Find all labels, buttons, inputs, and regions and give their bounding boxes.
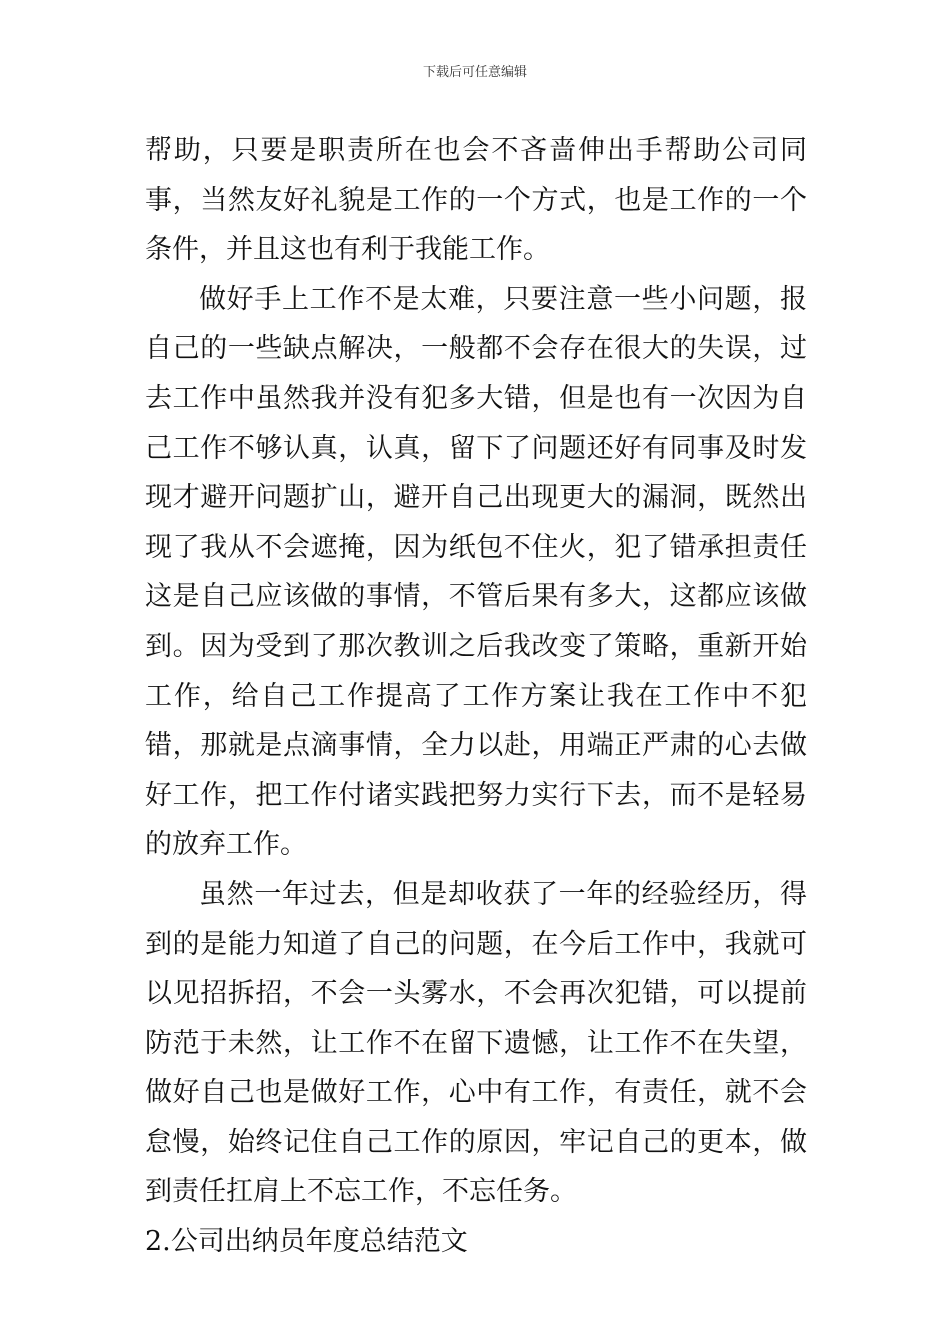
paragraph-year-review: 虽然一年过去，但是却收获了一年的经验经历，得到的是能力知道了自己的问题，在今后工作中，我就可以见招拆招，不会一头雾水，不会再次犯错，可以提前防范于未然，让工作不在留下遗憾，让工作不在失望，做好自己也是做好工作，心中有工作，有责任，就不会怠慢，始终记住自己工作的原因，牢记自己的更本，做到责任扛肩上不忘工作，不忘任务。	[145, 878, 807, 1208]
section-heading: 2.公司出纳员年度总结范文	[145, 1226, 468, 1258]
page-header: 下载后可任意编辑	[422, 65, 527, 80]
document-body	[145, 126, 807, 1267]
paragraph-work-mistakes: 做好手上工作不是太难，只要注意一些小问题，报自己的一些缺点解决，一般都不会存在很大的失误，过去工作中虽然我并没有犯多大错，但是也有一次因为自己工作不够认真，认真，留下了问题还好有同事及时发现才避开问题扩山，避开自己出现更大的漏洞，既然出现了我从不会遮掩，因为纸包不住火，犯了错承担责任这是自己应该做的事情，不管后果有多大，这都应该做到。因为受到了那次教训之后我改变了策略，重新开始工作，给自己工作提高了工作方案让我在工作中不犯错，那就是点滴事情，全力以赴，用端正严肃的心去做好工作，把工作付诸实践把努力实行下去，而不是轻易的放弃工作。	[145, 283, 807, 861]
paragraph-continuation: 帮助，只要是职责所在也会不吝啬伸出手帮助公司同事，当然友好礼貌是工作的一个方式，也是工作的一个条件，并且这也有利于我能工作。	[145, 135, 807, 266]
